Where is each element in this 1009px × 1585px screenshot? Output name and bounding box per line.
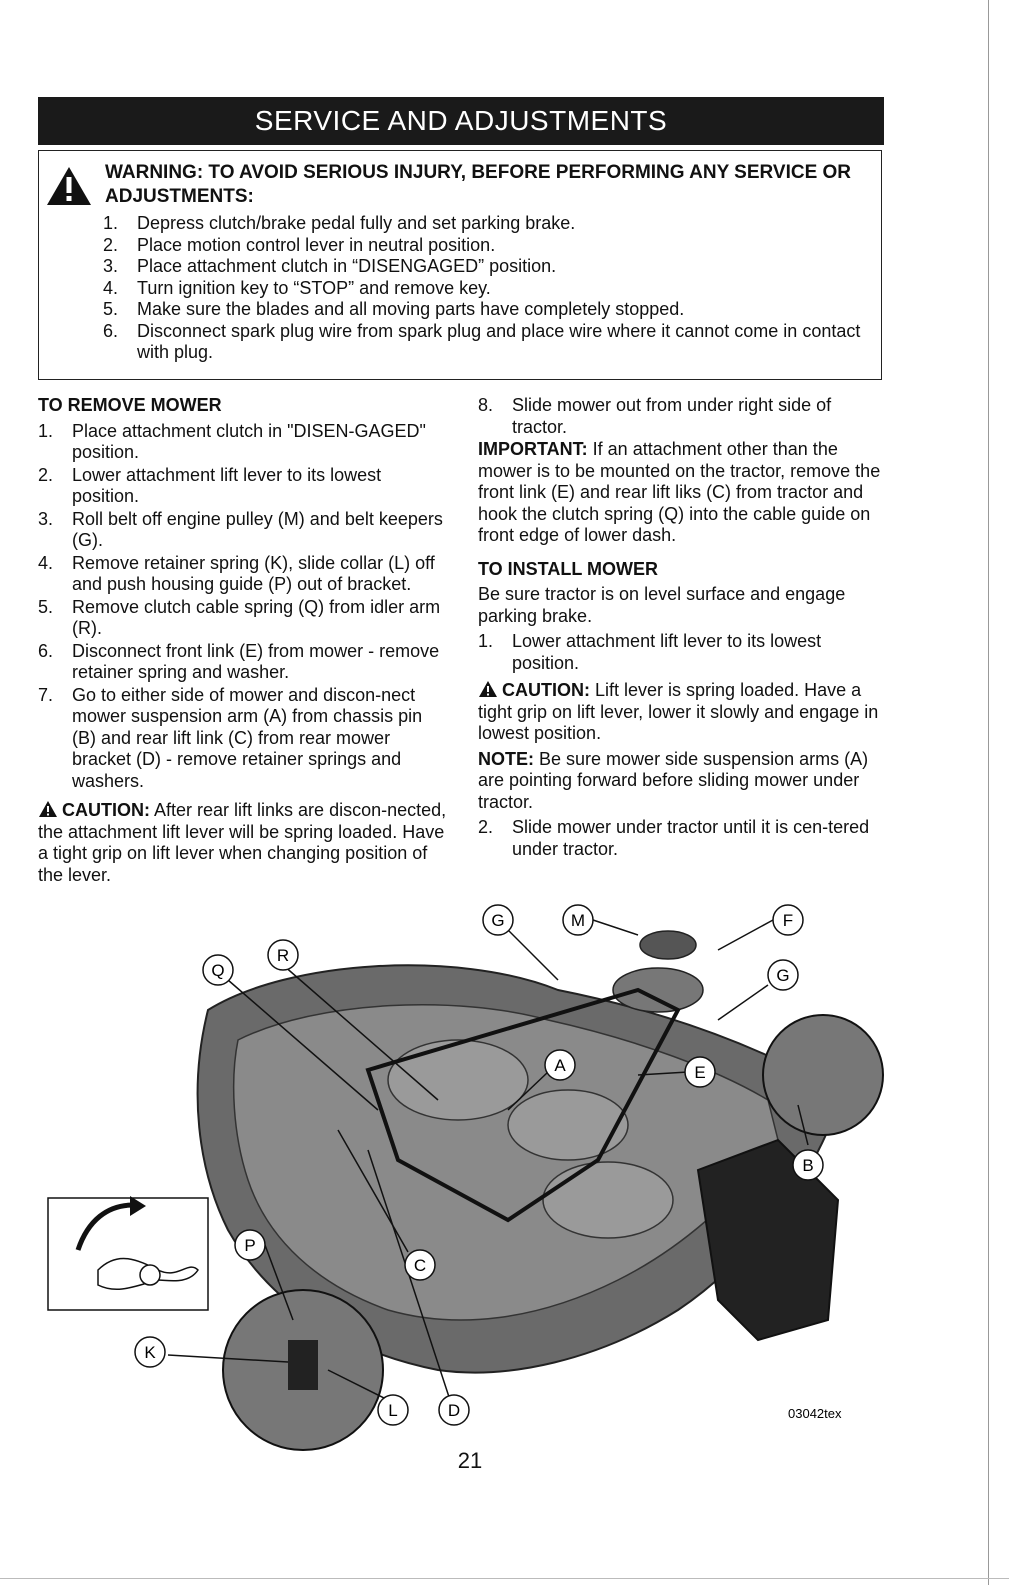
install-step: 2. Slide mower under tractor until it is cen-tered under tractor. xyxy=(478,817,870,859)
section-header xyxy=(38,97,884,145)
page-edge-right xyxy=(988,0,989,1585)
remove-step: 7. Go to either side of mower and discon-nect mower suspension arm (A) from chassis pin (B) and rear lift link (C) from rear mower bracket (D) - remove retainer springs and washers. xyxy=(38,684,423,791)
warning-title: WARNING: TO AVOID SERIOUS INJURY, BEFORE PERFORMING ANY SERVICE OR ADJUSTMENTS: xyxy=(105,162,852,207)
warning-item: 5. Make sure the blades and all moving parts have completely stopped. xyxy=(103,299,685,319)
caution-triangle-icon xyxy=(478,680,498,698)
callout-Q xyxy=(203,955,233,985)
remove-mower-column xyxy=(38,395,450,890)
retainer-inset-box xyxy=(48,1198,208,1310)
callout-K xyxy=(135,1337,165,1367)
pulley-cover-left xyxy=(388,1040,528,1120)
svg-text:F: F xyxy=(782,911,794,930)
remove-step: 8. Slide mower out from under right side of tractor. xyxy=(478,395,832,437)
remove-steps xyxy=(38,421,450,793)
callout-G-right xyxy=(768,960,798,990)
important-note: IMPORTANT: If an attachment other than the mower is to be mounted on the tractor, remove the front link (E) and rear lift liks (C) from tractor and hook the clutch spring (Q) into the cable guide on front edge of lower dash. xyxy=(478,439,881,545)
callout-M xyxy=(563,905,593,935)
callout-P xyxy=(235,1230,265,1260)
section-title: SERVICE AND ADJUSTMENTS xyxy=(254,105,668,136)
callout-E xyxy=(685,1057,715,1087)
install-intro: Be sure tractor is on level surface and engage parking brake. xyxy=(478,584,846,626)
callout-B xyxy=(793,1150,823,1180)
install-caution: CAUTION: Lift lever is spring loaded. Have a tight grip on lift lever, lower it slowly and engage in lowest position. xyxy=(478,680,879,743)
pulley-cover-center xyxy=(508,1090,628,1160)
idler-pulley xyxy=(613,968,703,1012)
figure-code: 03042tex xyxy=(788,1406,842,1421)
install-steps xyxy=(478,631,886,674)
engine-pulley xyxy=(640,931,696,959)
svg-text:D: D xyxy=(447,1401,461,1420)
warning-item: 4. Turn ignition key to “STOP” and remove key. xyxy=(103,277,491,298)
install-note: NOTE: Be sure mower side suspension arms (A) are pointing forward before sliding mower under tractor. xyxy=(478,748,869,812)
pulley-cover-right xyxy=(543,1162,673,1238)
callout-D xyxy=(439,1395,469,1425)
remove-step: 1. Place attachment clutch in "DISEN-GAGED" position. xyxy=(38,420,426,462)
caution-triangle-icon xyxy=(38,800,58,818)
warning-box xyxy=(38,150,882,380)
callout-L xyxy=(378,1395,408,1425)
page-number: 21 xyxy=(457,1448,483,1473)
svg-text:A: A xyxy=(554,1056,566,1075)
remove-step: 6. Disconnect front link (E) from mower - remove retainer spring and washer. xyxy=(38,640,440,682)
warning-item: 3. Place attachment clutch in “DISENGAGED” position. xyxy=(103,256,557,276)
warning-item: 2. Place motion control lever in neutral position. xyxy=(103,234,496,255)
svg-text:L: L xyxy=(388,1401,398,1420)
callout-G-top xyxy=(483,905,513,935)
svg-text:K: K xyxy=(144,1343,156,1362)
warning-item: 1. Depress clutch/brake pedal fully and set parking brake. xyxy=(103,213,576,233)
svg-text:C: C xyxy=(413,1256,427,1275)
install-mower-heading: TO INSTALL MOWER xyxy=(478,558,658,579)
svg-text:P: P xyxy=(244,1236,256,1255)
right-column xyxy=(478,395,886,861)
svg-text:Q: Q xyxy=(211,961,225,980)
remove-step: 2. Lower attachment lift lever to its lowest position. xyxy=(38,464,382,506)
remove-caution: CAUTION: After rear lift links are discon-nected, the attachment lift lever will be spring loaded. Have a tight grip on lift lever when changing position of the lever. xyxy=(38,800,447,885)
install-steps-2 xyxy=(478,817,886,860)
mower-diagram xyxy=(38,900,888,1460)
callout-A xyxy=(545,1050,575,1080)
remove-step: 5. Remove clutch cable spring (Q) from idler arm (R). xyxy=(38,596,441,638)
svg-text:G: G xyxy=(491,911,505,930)
warning-list xyxy=(103,213,883,364)
detail-circle-chassis-pin xyxy=(763,1015,883,1135)
remove-step: 4. Remove retainer spring (K), slide collar (L) off and push housing guide (P) out of bracket. xyxy=(38,552,435,594)
remove-mower-heading: TO REMOVE MOWER xyxy=(38,395,222,415)
remove-step: 3. Roll belt off engine pulley (M) and belt keepers (G). xyxy=(38,508,443,550)
warning-item: 6. Disconnect spark plug wire from spark plug and place wire where it cannot come in contact with plug. xyxy=(103,320,861,362)
housing-guide-part xyxy=(288,1340,318,1390)
svg-text:G: G xyxy=(776,966,790,985)
callout-R xyxy=(268,940,298,970)
svg-text:E: E xyxy=(694,1063,706,1082)
install-step: 1. Lower attachment lift lever to its lowest position. xyxy=(478,631,822,673)
page-edge-bottom xyxy=(0,1578,1009,1579)
callout-C xyxy=(405,1250,435,1280)
svg-text:M: M xyxy=(570,911,586,930)
warning-triangle-icon xyxy=(45,165,93,207)
remove-step-8 xyxy=(478,395,886,438)
svg-text:B: B xyxy=(802,1156,814,1175)
retainer-pin xyxy=(140,1265,160,1285)
svg-text:R: R xyxy=(276,946,290,965)
callout-F xyxy=(773,905,803,935)
